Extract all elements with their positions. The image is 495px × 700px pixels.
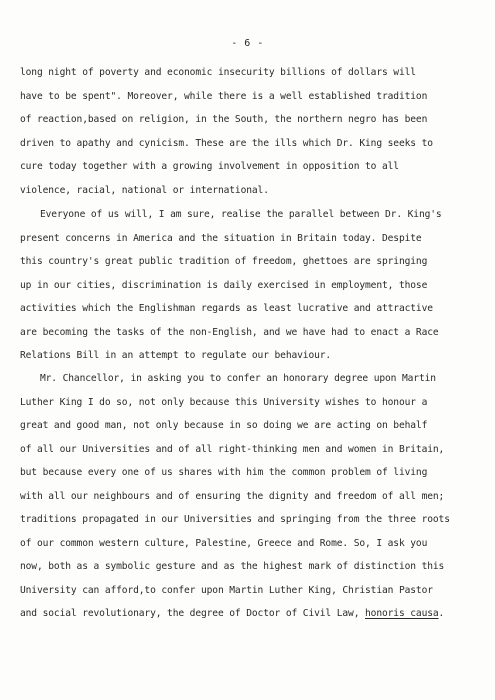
text-line: Luther King I do so, not only because this University wishes to honour a [20,396,428,408]
page-number: - 6 - [231,38,264,49]
text-line-final [20,602,475,626]
text-line: violence, racial, national or international. [20,184,269,196]
final-period: . [438,608,445,619]
text-line: this country's great public tradition of freedom, ghettoes are springing [20,256,428,267]
text-line: great and good man, not only because in so doing we are acting on behalf [20,420,428,431]
text-line: now, both as a symbolic gesture and as the highest mark of distinction this [20,561,445,572]
text-line: driven to apathy and cynicism. These are the ills which Dr. King seeks to [20,137,433,149]
paragraph-2 [20,203,475,368]
text-line: up in our cities, discrimination is daily exercised in employment, those [20,279,428,291]
text-line: Everyone of us will, I am sure, realise the parallel between Dr. King's [40,209,442,220]
text-line: of reaction,based on religion, in the South, the northern negro has been [20,114,428,125]
text-line: long night of poverty and economic insecurity billions of dollars will [20,67,416,78]
text-line: activities which the Englishman regards as least lucrative and attractive [20,303,433,314]
text-line: present concerns in America and the situation in Britain today. Despite [20,232,422,244]
text-line: cure today together with a growing involvement in opposition to all [20,161,399,172]
text-line: are becoming the tasks of the non-English, and we have had to enact a Race [20,326,439,338]
paragraph-3 [20,367,475,626]
text-line: of all our Universities and of all right-thinking men and women in Britain, [20,443,445,455]
paragraph-1 [20,61,475,202]
text-line: of our common western culture, Palestine, Greece and Rome. So, I ask you [20,537,428,549]
text-line: Mr. Chancellor, in asking you to confer an honorary degree upon Martin [40,373,436,384]
text-line: with all our neighbours and of ensuring the dignity and freedom of all men; [20,490,445,502]
text-line: Relations Bill in an attempt to regulate our behaviour. [20,350,332,361]
text-line: University can afford,to confer upon Martin Luther King, Christian Pastor [20,584,433,596]
text-line: have to be spent". Moreover, while there is a well established tradition [20,90,428,102]
text-line: but because every one of us shares with him the common problem of living [20,467,428,478]
latin-phrase-underlined: honoris causa [365,608,439,619]
final-line-text: and social revolutionary, the degree of Doctor of Civil Law, [20,608,366,619]
text-line: traditions propagated in our Universities and springing from the three roots [20,514,450,525]
